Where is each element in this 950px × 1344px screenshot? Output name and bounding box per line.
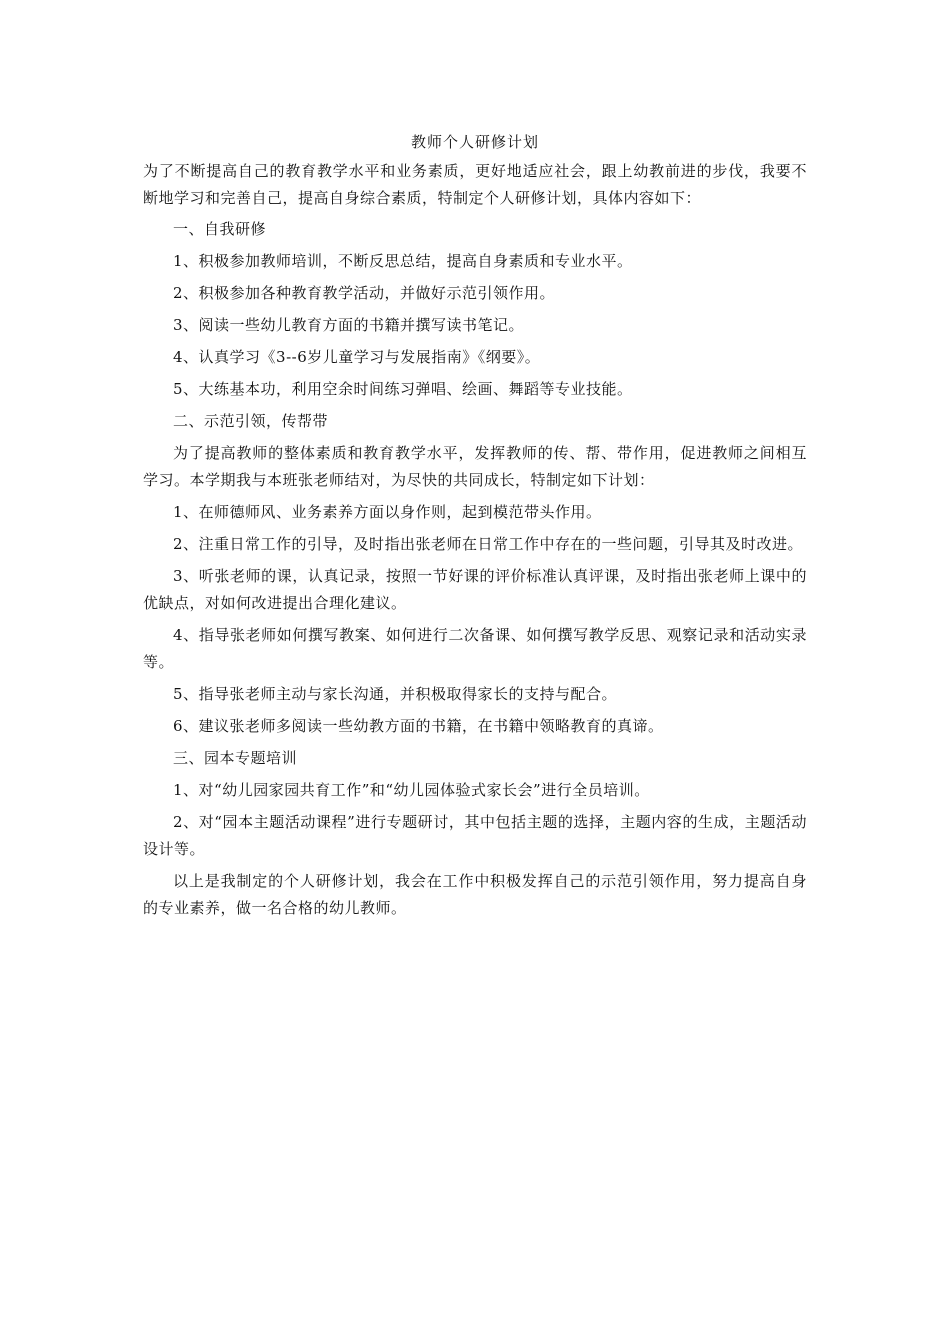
list-item: 2、积极参加各种教育教学活动，并做好示范引领作用。 bbox=[173, 284, 556, 302]
intro-paragraph: 为了不断提高自己的教育教学水平和业务素质，更好地适应社会，跟上幼教前进的步伐，我要不断地学习和完善自己，提高自身综合素质，特制定个人研修计划，具体内容如下： bbox=[143, 162, 807, 207]
list-item: 5、大练基本功，利用空余时间练习弹唱、绘画、舞蹈等专业技能。 bbox=[173, 380, 633, 398]
document-title: 教师个人研修计划 bbox=[410, 133, 539, 151]
list-item: 4、指导张老师如何撰写教案、如何进行二次备课、如何撰写教学反思、观察记录和活动实录等。 bbox=[143, 626, 807, 671]
list-item: 1、在师德师风、业务素养方面以身作则，起到模范带头作用。 bbox=[173, 503, 602, 521]
list-item: 4、认真学习《3--6岁儿童学习与发展指南》《纲要》。 bbox=[173, 348, 541, 366]
list-item: 5、指导张老师主动与家长沟通，并积极取得家长的支持与配合。 bbox=[173, 685, 618, 703]
document-page bbox=[143, 128, 807, 927]
list-item: 1、对“幼儿园家园共育工作”和“幼儿园体验式家长会”进行全员培训。 bbox=[173, 781, 650, 799]
closing-paragraph: 以上是我制定的个人研修计划，我会在工作中积极发挥自己的示范引领作用，努力提高自身的专业素养，做一名合格的幼儿教师。 bbox=[143, 872, 807, 917]
list-item: 6、建议张老师多阅读一些幼教方面的书籍，在书籍中领略教育的真谛。 bbox=[173, 717, 664, 735]
section-heading-mentoring: 二、示范引领，传帮带 bbox=[173, 412, 329, 430]
body-paragraph: 为了提高教师的整体素质和教育教学水平，发挥教师的传、帮、带作用，促进教师之间相互学习。本学期我与本班张老师结对，为尽快的共同成长，特制定如下计划： bbox=[143, 444, 807, 489]
section-heading-self-study: 一、自我研修 bbox=[173, 220, 267, 238]
list-item: 2、注重日常工作的引导，及时指出张老师在日常工作中存在的一些问题，引导其及时改进。 bbox=[173, 535, 804, 553]
section-heading-training: 三、园本专题培训 bbox=[173, 749, 298, 767]
list-item: 3、阅读一些幼儿教育方面的书籍并撰写读书笔记。 bbox=[173, 316, 525, 334]
list-item: 2、对“园本主题活动课程”进行专题研讨，其中包括主题的选择，主题内容的生成，主题活动设计等。 bbox=[143, 813, 807, 858]
list-item: 1、积极参加教师培训，不断反思总结，提高自身素质和专业水平。 bbox=[173, 252, 633, 270]
list-item: 3、听张老师的课，认真记录，按照一节好课的评价标准认真评课，及时指出张老师上课中的优缺点，对如何改进提出合理化建议。 bbox=[143, 567, 807, 612]
